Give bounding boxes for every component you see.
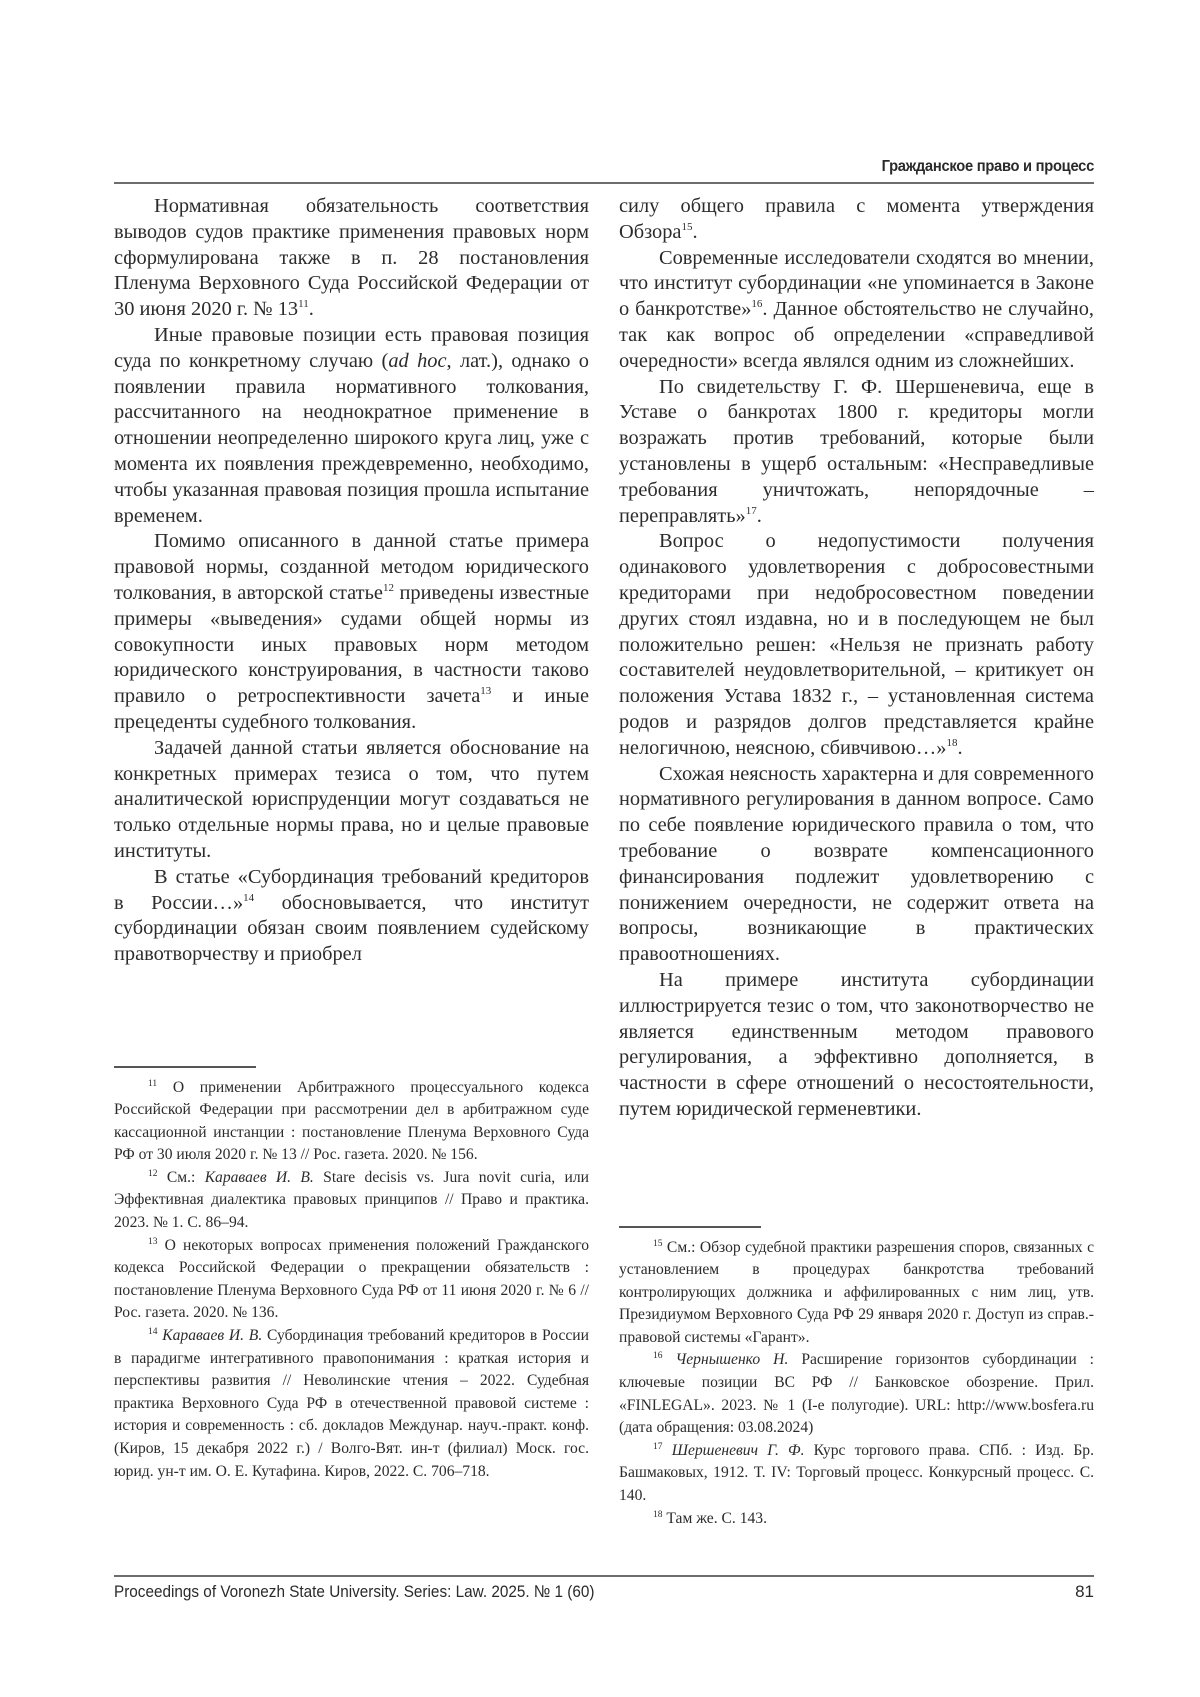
footnote-ref: 18 (946, 736, 958, 749)
running-head-section-title: Гражданское право и процесс (881, 158, 1094, 175)
footnote: $^{13}$ О некоторых вопросах применения положений Гражданского кодекса Российской Федерации о прекращении обязательств : постановление Пленума Верховного Суда РФ от 11 июня 2020 г. № 6 // Рос. газета. 2020. № 136. (114, 1236, 589, 1322)
body-paragraph: Вопрос о недопустимости получения одинакового удовлетворения с добросовестными кредиторами при недобросовестном поведении других стоял издавна, но и в последующем не был положительно решен: «Нельзя не признать работу составителей неудовлетворительной, – критикует он положения Устава 1832 г., – установленная система родов и разрядов долгов представляется крайне нелогичною, неясною, сбивчивою…»$^{18}$. (619, 530, 1094, 759)
footnote-ref: 16 (751, 298, 763, 311)
footnote-number: 12 (148, 1168, 158, 1179)
footnote-divider (114, 1066, 256, 1068)
footnote: $^{16}$ Чернышенко Н. Расширение горизонтов субординации : ключевые позиции ВС РФ // Банковское обозрение. Прил. «FINLEGAL». 2023. № 1 (I-е полугодие). URL: http://www.bosfera.ru (дата обращения: 03.08.2024) (619, 1351, 1094, 1437)
right-column-body (619, 194, 1094, 1123)
page-number: 81 (1075, 1582, 1094, 1601)
footnotes-right (619, 1226, 1094, 1530)
footnote-number: 14 (148, 1327, 158, 1338)
header-divider (114, 182, 1094, 184)
body-paragraph: Помимо описанного в данной статье примера правовой нормы, созданной методом юридического толкования, в авторской статье$^{12}$ приведены известные примеры «выведения» судами общей нормы из совокупности иных правовых норм методом юридического конструирования, в частности таково правило о ретроспективности зачета$^{13}$ и иные прецеденты судебного толкования. (114, 530, 590, 733)
footnote-number: 15 (653, 1238, 663, 1249)
body-paragraph: На примере института субординации иллюстрируется тезис о том, что законотворчество не является единственным методом правового регулирования, а эффективно дополняется, в частности в сфере отношений о несостоятельности, путем юридической герменевтики. (619, 968, 1094, 1120)
footnote: $^{18}$ Там же. С. 143. (653, 1509, 768, 1527)
footnote: $^{14}$ Караваев И. В. Субординация требований кредиторов в России в парадигме интегративного правопонимания : краткая история и перспективы развития // Неволинские чтения – 2022. Судебная практика Верховного Суда РФ в отечественной правовой системе : история и современность : сб. докладов Междунар. науч.-практ. конф. (Киров, 15 декабря 2022 г.) / Волго-Вят. ин-т (филиал) Моск. гос. юрид. ун-т им. О. Е. Кутафина. Киров, 2022. С. 706–718. (114, 1327, 589, 1480)
footnote-ref: 17 (745, 504, 757, 517)
body-paragraph: В статье «Субординация требований кредиторов в России…»$^{14}$ обосновывается, что институт субординации обязан своим появлением судейскому правотворчеству и приобрел (114, 865, 589, 966)
body-paragraph: По свидетельству Г. Ф. Шершеневича, еще в Уставе о банкротах 1800 г. кредиторы могли возражать против требований, которые были установлены в ущерб остальным: «Несправедливые требования уничтожать, непорядочные – переправлять»$^{17}$. (619, 375, 1094, 527)
footnote: $^{11}$ О применении Арбитражного процессуального кодекса Российской Федерации при рассмотрении дел в арбитражном суде кассационной инстанции : постановление Пленума Верховного Суда РФ от 30 июля 2020 г. № 13 // Рос. газета. 2020. № 156. (114, 1078, 590, 1164)
left-column-body (114, 194, 589, 968)
footer-divider (114, 1575, 1094, 1577)
footnotes-left (114, 1066, 589, 1483)
footnote: $^{17}$ Шершеневич Г. Ф. Курс торгового права. СПб. : Изд. Бр. Башмаковых, 1912. Т. IV: Торговый процесс. Конкурсный процесс. С. 140. (619, 1441, 1094, 1505)
footnote-divider (619, 1226, 761, 1228)
footnote-ref: 14 (243, 891, 255, 904)
running-footer (114, 1582, 1094, 1602)
footnote-ref: 15 (681, 220, 693, 233)
journal-citation: Proceedings of Voronezh State University. Series: Law. 2025. № 1 (60) (114, 1582, 595, 1601)
footnote-number: 16 (653, 1351, 663, 1362)
italic-text: Караваев И. В. (204, 1168, 314, 1186)
footnote-number: 11 (148, 1078, 158, 1089)
body-paragraph: силу общего правила с момента утверждения Обзора$^{15}$. (619, 195, 1094, 243)
footnote-ref: 13 (480, 685, 492, 698)
footnote: $^{12}$ См.: Караваев И. В. Stare decisis vs. Jura novit curia, или Эффективная диалектика правовых принципов // Право и практика. 2023. № 1. С. 86–94. (114, 1168, 590, 1232)
footnote-number: 17 (653, 1441, 663, 1452)
footnote: $^{15}$ См.: Обзор судебной практики разрешения споров, связанных с установлением в процедурах банкротства требований контролирующих должника и аффилированных с ним лиц, утв. Президиумом Верховного Суда РФ 29 января 2020 г. Доступ из справ.-правовой системы «Гарант». (619, 1238, 1094, 1346)
body-paragraph: Иные правовые позиции есть правовая позиция суда по конкретному случаю (ad hoc, лат.), однако о появлении правила нормативного толкования, рассчитанного на неоднократное применение в отношении неопределенно широкого круга лиц, уже с момента их появления преждевременно, необходимо, чтобы указанная правовая позиция прошла испытание временем. (114, 323, 589, 527)
body-paragraph: Нормативная обязательность соответствия выводов судов практике применения правовых норм сформулирована также в п. 28 постановления Пленума Верховного Суда Российской Федерации от 30 июня 2020 г. № $13^{11}$. (114, 195, 589, 321)
italic-text: Чернышенко Н. (675, 1351, 789, 1369)
body-paragraph: Схожая неясность характерна и для современного нормативного регулирования в данном вопросе. Само по себе появление юридического правила о том, что требование о возврате компенсационного финансирования подлежит удовлетворению с понижением очередности, не содержит ответа на вопросы, возникающие в практических правоотношениях. (619, 762, 1094, 966)
footnote-number: 18 (653, 1509, 663, 1520)
footnote-ref: 11 (298, 298, 309, 311)
italic-text: Шершеневич Г. Ф. (671, 1441, 805, 1459)
footnote-number: 13 (148, 1236, 158, 1247)
footnote-ref: 12 (382, 581, 394, 594)
body-paragraph: Задачей данной статьи является обоснование на конкретных примерах тезиса о том, что путем аналитической юриспруденции могут создаваться не только отдельные нормы права, но и целые правовые институты. (114, 736, 589, 862)
body-paragraph: Современные исследователи сходятся во мнении, что институт субординации «не упоминается в Законе о банкротстве»$^{16}$. Данное обстоятельство не случайно, так как вопрос об определении «справедливой очередности» всегда являлся одним из сложнейших. (619, 246, 1094, 372)
italic-text: ad hoc (388, 349, 447, 372)
italic-text: Караваев И. В. (162, 1327, 263, 1345)
